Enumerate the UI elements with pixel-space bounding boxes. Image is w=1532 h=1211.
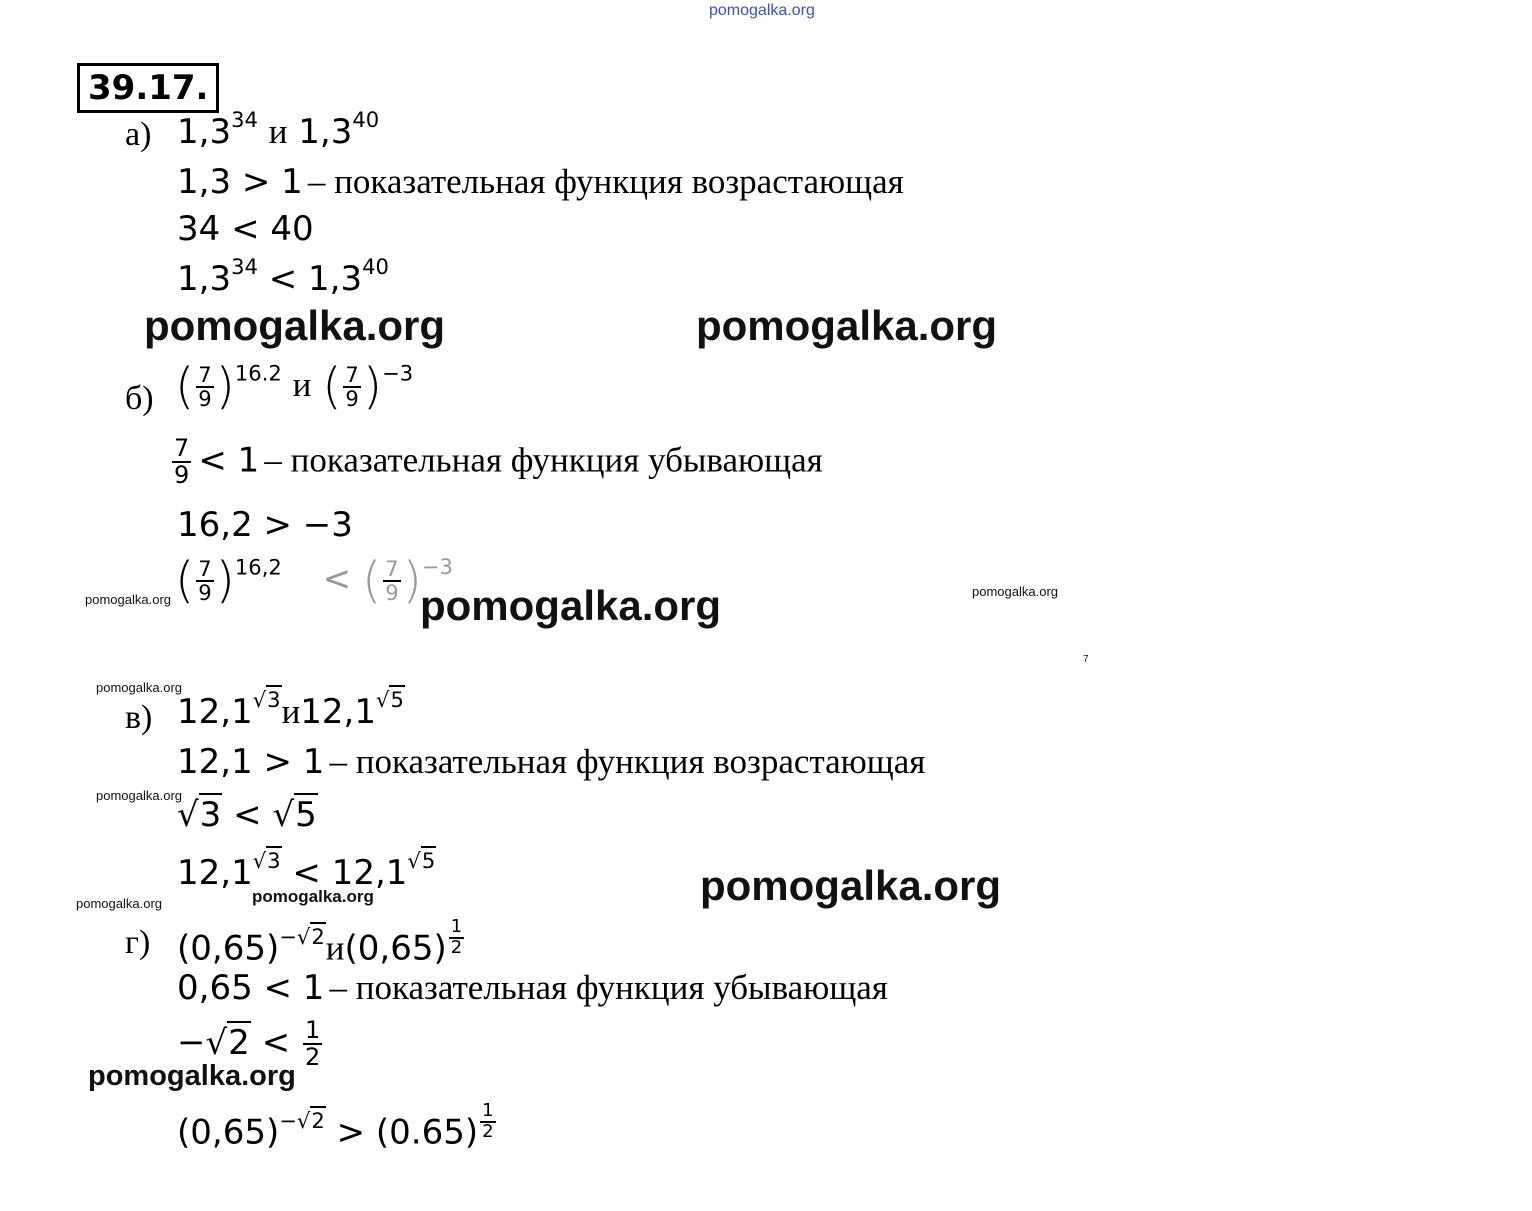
part-v-label: в) [125,699,153,736]
part-g-statement: $(0,65)^{-√2}и(0,65)$ $^{\frac{1}{2}}$ [177,916,463,969]
watermark-large: pomogalka.org [700,862,1002,909]
part-g-line2: 0,65 < 1 – показательная функция убывающая [177,968,888,1008]
part-g-line3: −√2 < $\frac{1}{2}$ [177,1016,321,1072]
part-a-conclusion: $1,3^{34} < 1,3^{40}$ [177,254,389,299]
part-v-statement: $12,1^{√3}и12,1^{√5}$ [177,687,404,732]
part-v-conclusion: $12,1^{√3} < 12,1^{√5}$ [177,848,436,893]
part-g-conclusion: $(0,65)^{-√2} > (0.65)$ $^{\frac{1}{2}}$ [177,1100,494,1153]
watermark-medium: pomogalka.org [88,1060,296,1092]
watermark-small: pomogalka.org [96,788,182,803]
watermark-small: pomogalka.org [76,896,162,911]
part-b-statement: ( $\frac{7}{9}$ )$^{16.2}$ и ( $\frac{7}{9}$ )$^{-3}$ [175,357,414,415]
stray-mark: 7 [1083,654,1089,665]
watermark-small: pomogalka.org [972,584,1058,599]
watermark-large: pomogalka.org [420,582,722,629]
part-a-statement: $1,3^{34}$ и $1,3^{40}$ [177,107,380,152]
part-g-label: г) [125,924,151,961]
part-b-line3: 16,2 > −3 [177,505,353,545]
watermark-small: pomogalka.org [96,680,182,695]
part-a-line2: 1,3 > 1 – показательная функция возрастающая [177,162,904,202]
header-watermark: pomogalka.org [709,2,815,19]
part-b-conclusion: ( $\frac{7}{9}$ )$^{16,2}$ < ( $\frac{7}{9}$ )$^{-3}$ [175,551,453,609]
part-b-label: б) [125,380,154,417]
problem-number: 39.17. [77,63,219,113]
watermark-small: pomogalka.org [85,592,171,607]
part-v-line2: 12,1 > 1 – показательная функция возрастающая [177,742,926,782]
part-v-line3: √3 < √5 [177,795,317,835]
watermark-small: pomogalka.org [252,887,374,906]
part-a-line3: 34 < 40 [177,209,314,249]
part-b-line2: $\frac{7}{9}$ < 1 – показательная функция убывающая [174,434,823,490]
watermark-large: pomogalka.org [144,302,446,349]
watermark-large: pomogalka.org [696,302,998,349]
part-a-label: а) [125,116,152,153]
